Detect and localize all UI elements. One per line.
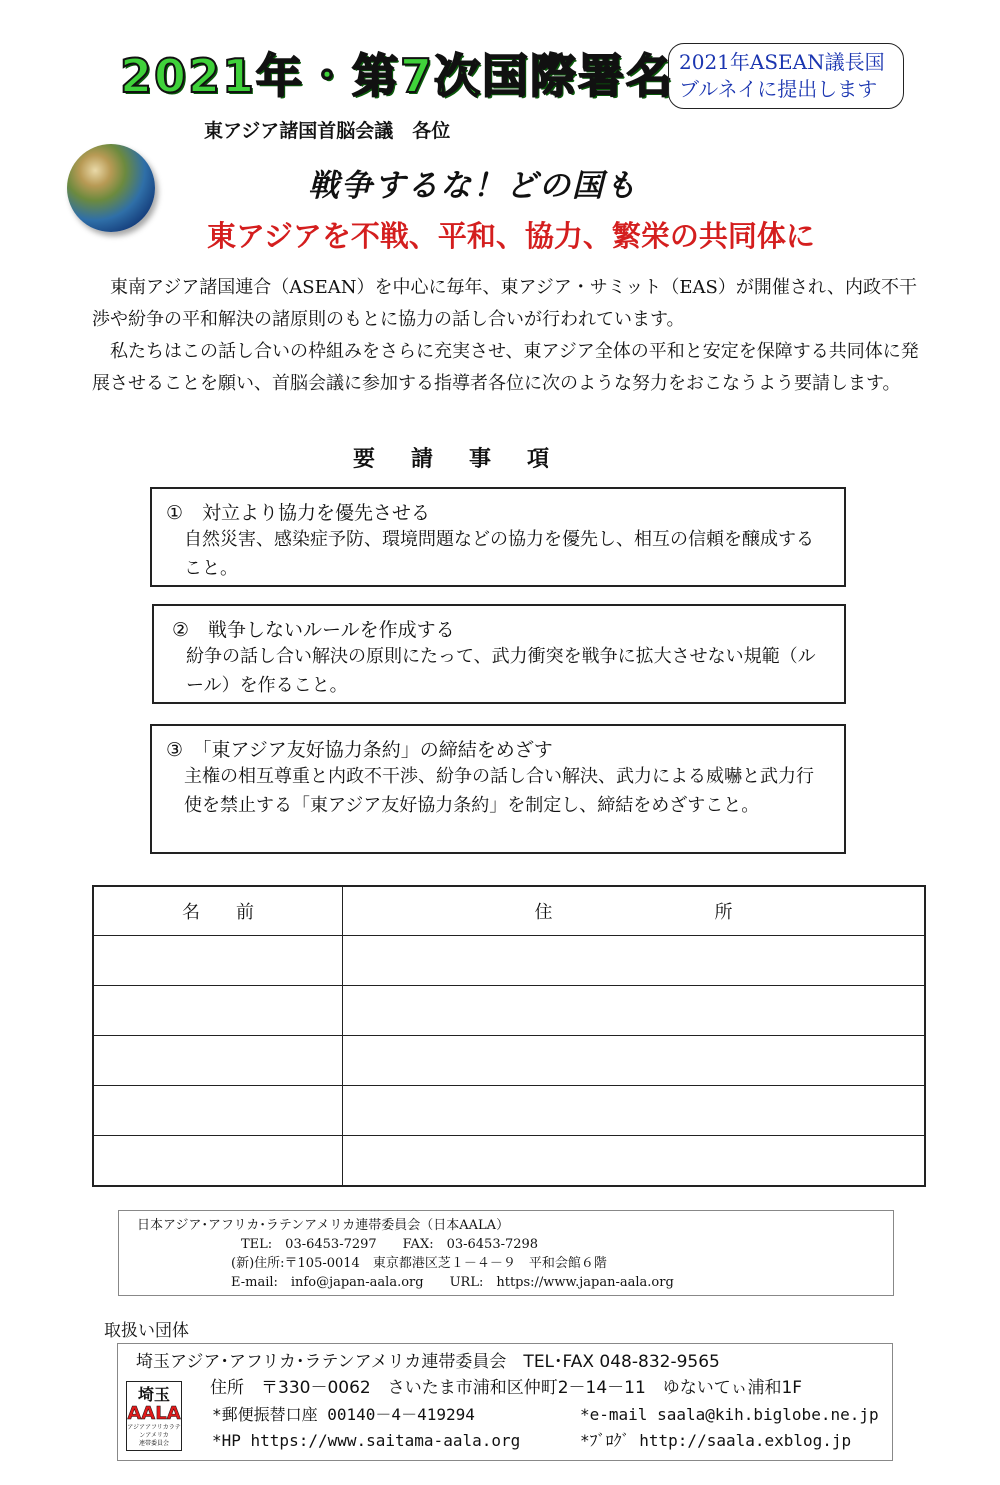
table-header-row — [93, 886, 925, 936]
request-body-2: 紛争の話し合い解決の原則にたって、武力衝突を戦争に拡大させない規範（ルール）を作ること。 — [186, 646, 816, 696]
handler-label: 取扱い団体 — [104, 1321, 189, 1341]
table-row — [93, 1036, 925, 1086]
column-header-name: 名 前 — [93, 886, 343, 936]
saitama-org-name: 埼玉アジア･アフリカ･ラテンアメリカ連帯委員会 TEL･FAX 048-832-9565 — [136, 1352, 720, 1372]
name-cell[interactable] — [93, 986, 343, 1036]
aala-address: (新)住所:〒105-0014 東京都港区芝１－４－９ 平和会館６階 — [231, 1256, 607, 1271]
table-row — [93, 1086, 925, 1136]
request-body-1: 自然災害、感染症予防、環境問題などの協力を優先し、相互の信頼を醸成すること。 — [184, 529, 814, 579]
saitama-aala-logo — [126, 1381, 182, 1451]
badge-line-1: 2021年ASEAN議長国 — [679, 50, 885, 74]
signature-table — [92, 885, 926, 1187]
saitama-contact-box — [117, 1343, 893, 1461]
aala-email-url: E-mail: info@japan-aala.org URL: https://www.japan-aala.org — [231, 1275, 674, 1290]
intro-paragraph-1: 東南アジア諸国連合（ASEAN）を中心に毎年、東アジア・サミット（EAS）が開催され、内政不干渉や紛争の平和解決の諸原則のもとに協力の話し合いが行われています。 — [92, 277, 917, 330]
addressee: 東アジア諸国首脳会議 各位 — [204, 120, 451, 142]
address-cell[interactable] — [343, 1136, 926, 1187]
logo-bottom-text-1: アジアアフリカラテンアメリカ — [127, 1424, 181, 1439]
aala-tel-fax: TEL: 03-6453-7297 FAX: 03-6453-7298 — [241, 1237, 539, 1252]
slogan: 戦争するな！どの国も — [308, 168, 638, 204]
globe-icon — [67, 144, 155, 232]
subslogan: 東アジアを不戦、平和、協力、繁栄の共同体に — [207, 219, 815, 253]
request-title-1: ① 対立より協力を優先させる — [166, 502, 431, 524]
table-row — [93, 1136, 925, 1187]
request-box-3 — [150, 724, 846, 854]
column-header-address: 住 所 — [343, 886, 926, 936]
request-title-3: ③ 「東アジア友好協力条約」の締結をめざす — [166, 739, 553, 761]
name-cell[interactable] — [93, 1086, 343, 1136]
page-title: 2021年・第7次国際署名 — [120, 49, 675, 103]
address-cell[interactable] — [343, 936, 926, 986]
address-cell[interactable] — [343, 1036, 926, 1086]
table-row — [93, 936, 925, 986]
intro-text — [92, 272, 922, 400]
name-cell[interactable] — [93, 936, 343, 986]
request-title-2: ② 戦争しないルールを作成する — [172, 619, 455, 641]
address-cell[interactable] — [343, 986, 926, 1036]
name-cell[interactable] — [93, 1136, 343, 1187]
saitama-email: *e-mail saala@kih.biglobe.ne.jp — [580, 1405, 879, 1424]
table-row — [93, 986, 925, 1036]
logo-top-text: 埼玉 — [137, 1385, 170, 1404]
saitama-address: 住所 〒330－0062 さいたま市浦和区仲町2－14－11 ゆないてぃ浦和1F — [210, 1378, 803, 1398]
aala-org-name: 日本アジア･アフリカ･ラテンアメリカ連帯委員会（日本AALA） — [137, 1218, 510, 1233]
badge-line-2: ブルネイに提出します — [679, 77, 878, 101]
submission-badge — [668, 43, 904, 109]
logo-bottom-text-2: 連帯委員会 — [138, 1440, 169, 1447]
saitama-postal-account: *郵便振替口座 00140－4－419294 — [212, 1405, 475, 1424]
name-cell[interactable] — [93, 1036, 343, 1086]
address-cell[interactable] — [343, 1086, 926, 1136]
request-box-2 — [152, 604, 846, 704]
intro-paragraph-2: 私たちはこの話し合いの枠組みをさらに充実させ、東アジア全体の平和と安定を保障する共同体に発展させることを願い、首脳会議に参加する指導者各位に次のような努力をおこなうよう要請します。 — [92, 341, 919, 394]
aala-contact-box — [118, 1210, 894, 1296]
logo-aala-text: AALA — [127, 1403, 181, 1424]
saitama-homepage: *HP https://www.saitama-aala.org — [212, 1431, 521, 1450]
saitama-blog: *ﾌﾞﾛｸﾞ http://saala.exblog.jp — [580, 1431, 852, 1450]
requests-heading: 要請事項 — [353, 447, 586, 472]
request-box-1 — [150, 487, 846, 587]
request-body-3: 主権の相互尊重と内政不干渉、紛争の話し合い解決、武力による威嚇と武力行使を禁止する「東アジア友好協力条約」を制定し、締結をめざすこと。 — [184, 766, 814, 816]
